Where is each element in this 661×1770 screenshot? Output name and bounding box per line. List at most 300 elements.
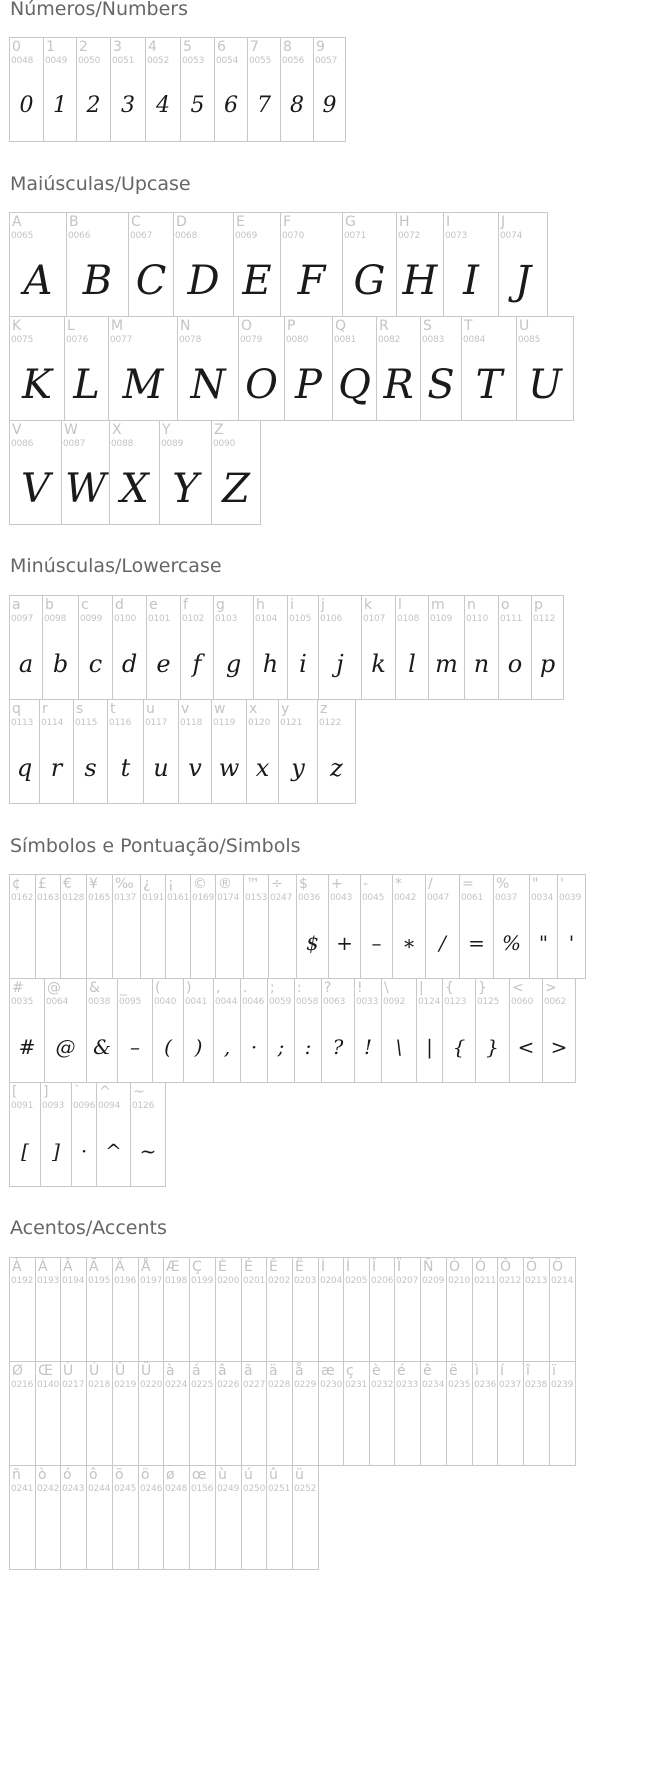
char-label: Ã [89,1259,99,1275]
glyph-cell [420,316,462,421]
char-label: - [363,876,369,892]
char-label: + [331,876,343,892]
char-label: ¢ [12,876,21,892]
char-code: 0232 [371,1380,394,1390]
section-title-acentos-accents: Acentos/Accents [10,1217,167,1239]
char-label: u [146,701,155,717]
glyph-cell [43,37,77,142]
char-label: E [236,214,245,230]
char-code: 0125 [477,997,500,1007]
glyph-cell [9,37,44,142]
char-code: 0226 [217,1380,240,1390]
glyph-cell [267,978,295,1083]
glyph-sample: r [50,754,63,782]
char-label: j [321,597,325,613]
glyph-sample: Q [338,362,371,408]
glyph-sample: w [218,754,240,782]
glyph-cell [138,1361,164,1466]
char-code: 0053 [182,56,205,66]
char-label: ù [218,1467,227,1483]
char-label: å [295,1363,304,1379]
char-code: 0086 [11,439,34,449]
glyph-cell [189,1465,216,1570]
char-code: 0038 [88,997,111,1007]
char-label: 6 [217,39,226,55]
char-label: A [12,214,22,230]
char-label: Û [115,1363,126,1379]
glyph-sample: & [93,1035,111,1059]
glyph-sample: W [64,466,107,512]
glyph-cell [542,978,576,1083]
char-code: 0043 [330,893,353,903]
char-label: I [446,214,451,230]
char-code: 0246 [140,1484,163,1494]
char-code: 0169 [192,893,215,903]
char-label: ò [38,1467,47,1483]
glyph-cell [173,212,234,317]
char-code: 0051 [112,56,135,66]
glyph-sample: A [23,258,53,304]
glyph-sample: : [304,1035,312,1059]
char-code: 0042 [394,893,417,903]
glyph-sample: q [16,754,33,782]
char-code: 0057 [315,56,338,66]
char-label: & [89,980,100,996]
char-label: " [532,876,539,892]
char-label: } [478,980,487,996]
glyph-cell [183,978,214,1083]
char-label: Ô [500,1259,512,1275]
char-code: 0216 [11,1380,34,1390]
char-code: 0229 [294,1380,317,1390]
glyph-sample: – [371,931,382,955]
char-label: ( [155,980,161,996]
glyph-sample: S [427,362,455,408]
glyph-sample: J [514,258,532,304]
char-label: Ì [321,1259,326,1275]
glyph-cell [296,874,329,979]
char-label: ‰ [115,876,134,892]
char-label: ® [218,876,232,892]
char-code: 0063 [323,997,346,1007]
glyph-sample: K [22,362,52,408]
char-code: 0210 [448,1276,471,1286]
glyph-cell [180,595,214,700]
char-code: 0088 [111,439,134,449]
char-label: ~ [133,1084,145,1100]
glyph-sample: n [473,650,490,678]
glyph-sample: – [130,1035,140,1059]
glyph-sample: Z [222,466,250,512]
char-code: 0196 [114,1276,137,1286]
glyph-sample: 2 [86,93,101,118]
char-code: 0119 [213,718,236,728]
char-code: 0118 [180,718,203,728]
glyph-cell [318,1257,344,1362]
char-code: 0219 [114,1380,137,1390]
glyph-sample: M [122,362,164,408]
glyph-cell [143,699,179,804]
char-code: 0204 [320,1276,343,1286]
glyph-cell [60,1257,87,1362]
char-label: Ç [192,1259,202,1275]
char-code: 0236 [474,1380,497,1390]
char-label: G [345,214,356,230]
char-code: 0117 [145,718,168,728]
char-code: 0193 [37,1276,60,1286]
char-label: ó [63,1467,72,1483]
glyph-sample: < [517,1035,535,1059]
glyph-cell [549,1361,576,1466]
char-code: 0109 [430,614,453,624]
char-code: 0101 [148,614,171,624]
char-code: 0195 [88,1276,111,1286]
glyph-sample: { [452,1035,466,1059]
char-code: 0156 [191,1484,214,1494]
char-code: 0153 [245,893,268,903]
char-label: # [12,980,24,996]
char-label: H [399,214,410,230]
char-label: ì [475,1363,479,1379]
char-label: T [464,318,473,334]
glyph-sample: % [501,931,521,955]
glyph-sample: 6 [224,93,238,118]
char-code: 0140 [37,1380,60,1390]
glyph-cell [472,1361,498,1466]
char-label: à [166,1363,175,1379]
glyph-cell [280,212,343,317]
char-code: 0244 [88,1484,111,1494]
char-label: É [244,1259,253,1275]
char-code: 0084 [463,335,486,345]
char-label: X [112,422,122,438]
glyph-sample: ) [194,1035,203,1059]
char-label: C [131,214,141,230]
char-label: Î [372,1259,377,1275]
glyph-sample: ! [363,1035,373,1059]
char-code: 0108 [397,614,420,624]
char-code: 0087 [63,439,86,449]
char-label: Ä [115,1259,125,1275]
char-code: 0113 [11,718,34,728]
char-code: 0245 [114,1484,137,1494]
glyph-cell [317,699,356,804]
char-code: 0055 [249,56,272,66]
glyph-sample: $ [306,931,319,955]
char-code: 0069 [235,231,258,241]
glyph-sample: e [156,650,171,678]
glyph-cell [394,1257,421,1362]
char-label: _ [120,980,127,996]
char-label: Ù [63,1363,74,1379]
char-label: / [428,876,433,892]
char-code: 0099 [80,614,103,624]
glyph-cell [240,978,268,1083]
glyph-cell [213,595,254,700]
char-code: 0241 [11,1484,34,1494]
char-label: D [176,214,187,230]
glyph-cell [112,1257,139,1362]
char-code: 0072 [398,231,421,241]
glyph-cell [60,874,87,979]
char-label: £ [38,876,47,892]
char-label: @ [47,980,61,996]
glyph-sample: 7 [257,93,271,118]
char-label: Ï [397,1259,402,1275]
char-label: ¿ [143,876,151,892]
glyph-cell [376,316,421,421]
char-label: ø [166,1467,175,1483]
char-code: 0217 [62,1380,85,1390]
char-label: w [214,701,226,717]
char-code: 0070 [282,231,305,241]
glyph-sample: 9 [322,93,337,118]
glyph-sample: B [82,258,113,304]
char-code: 0049 [45,56,68,66]
char-code: 0050 [78,56,101,66]
char-label: V [12,422,22,438]
glyph-sample: R [383,362,414,408]
char-label: Â [63,1259,73,1275]
char-code: 0048 [11,56,34,66]
char-code: 0202 [268,1276,291,1286]
char-code: 0106 [320,614,343,624]
glyph-cell [243,874,269,979]
glyph-cell [211,699,247,804]
glyph-sample: D [187,258,220,304]
char-code: 0248 [165,1484,188,1494]
char-label: f [183,597,188,613]
glyph-cell [343,1257,370,1362]
glyph-cell [9,1465,36,1570]
char-code: 0120 [248,718,271,728]
glyph-cell [394,1361,421,1466]
glyph-sample: ? [332,1035,344,1059]
char-label: o [501,597,510,613]
glyph-cell [475,978,510,1083]
char-code: 0212 [499,1276,522,1286]
glyph-sample: U [528,362,562,408]
char-code: 0079 [240,335,263,345]
glyph-cell [86,1361,113,1466]
glyph-sample: ( [164,1035,172,1059]
glyph-cell [146,595,181,700]
glyph-cell [163,1257,190,1362]
char-code: 0073 [445,231,468,241]
glyph-cell [109,420,160,525]
char-label: > [545,980,557,996]
char-label: r [42,701,48,717]
glyph-cell [107,699,144,804]
char-label: d [115,597,124,613]
glyph-cell [523,1257,550,1362]
glyph-cell [177,316,239,421]
char-label: P [287,318,296,334]
char-label: Å [141,1259,151,1275]
glyph-cell [354,978,382,1083]
char-code: 0225 [191,1380,214,1390]
glyph-cell [86,874,113,979]
char-code: 0074 [500,231,523,241]
char-label: ? [324,980,332,996]
char-label: Õ [526,1259,538,1275]
char-label: ! [357,980,363,996]
glyph-cell [112,595,147,700]
char-code: 0061 [461,893,484,903]
char-label: ü [295,1467,304,1483]
char-label: R [379,318,389,334]
char-code: 0046 [242,997,265,1007]
char-label: F [283,214,292,230]
glyph-cell [9,874,36,979]
char-label: ÷ [271,876,283,892]
char-label: ë [449,1363,458,1379]
glyph-cell [493,874,530,979]
glyph-sample: f [192,650,202,678]
glyph-cell [313,37,346,142]
char-label: a [12,597,21,613]
char-code: 0054 [216,56,239,66]
char-code: 0035 [11,997,34,1007]
glyph-sample: ~ [139,1139,157,1163]
glyph-cell [152,978,184,1083]
glyph-sample: x [255,754,270,782]
char-label: ê [423,1363,432,1379]
glyph-cell [159,420,212,525]
char-label: O [241,318,253,334]
glyph-sample: T [475,362,503,408]
char-label: % [496,876,510,892]
char-label: m [431,597,445,613]
glyph-cell [180,37,215,142]
char-code: 0251 [268,1484,291,1494]
glyph-sample: s [84,754,97,782]
char-label: z [320,701,328,717]
glyph-sample: [ [21,1139,29,1163]
glyph-cell [253,595,288,700]
char-label: Ñ [423,1259,434,1275]
char-label: ¥ [89,876,98,892]
glyph-sample: G [353,258,386,304]
char-label: U [519,318,530,334]
glyph-cell [549,1257,576,1362]
glyph-cell [61,420,110,525]
char-label: ^ [99,1084,111,1100]
char-code: 0218 [88,1380,111,1390]
glyph-sample: I [463,258,479,304]
glyph-cell [60,1465,87,1570]
char-code: 0104 [255,614,278,624]
glyph-sample: y [291,754,305,782]
char-label: ä [269,1363,278,1379]
char-label: 9 [316,39,325,55]
glyph-cell [294,978,322,1083]
glyph-sample: } [486,1035,499,1059]
char-code: 0114 [41,718,64,728]
char-code: 0137 [114,893,137,903]
char-code: 0214 [551,1276,574,1286]
glyph-cell [9,1361,36,1466]
glyph-sample: " [538,931,549,955]
char-label: | [419,980,424,996]
char-label: ö [141,1467,150,1483]
char-label: ñ [12,1467,21,1483]
glyph-sample: o [507,650,523,678]
char-label: L [67,318,75,334]
glyph-cell [215,1361,242,1466]
char-label: © [193,876,207,892]
char-label: N [180,318,191,334]
char-label: = [462,876,474,892]
glyph-cell [464,595,499,700]
char-code: 0036 [298,893,321,903]
char-code: 0107 [363,614,386,624]
char-code: 0123 [444,997,467,1007]
char-code: 0068 [175,231,198,241]
char-code: 0224 [165,1380,188,1390]
char-label: ] [43,1084,49,1100]
char-label: 7 [250,39,259,55]
char-code: 0095 [119,997,142,1007]
glyph-sample: E [242,258,272,304]
glyph-cell [117,978,153,1083]
glyph-cell [318,595,362,700]
glyph-cell [86,1465,113,1570]
char-code: 0062 [544,997,567,1007]
char-label: À [12,1259,22,1275]
glyph-cell [9,1082,41,1187]
glyph-cell [318,1361,344,1466]
glyph-cell [280,37,314,142]
char-code: 0200 [217,1276,240,1286]
char-code: 0238 [525,1380,548,1390]
char-label: í [500,1363,504,1379]
glyph-cell [266,1465,293,1570]
glyph-cell [529,874,558,979]
glyph-cell [76,37,111,142]
char-code: 0207 [396,1276,419,1286]
char-code: 0206 [371,1276,394,1286]
glyph-sample: i [299,650,307,678]
char-code: 0040 [154,997,177,1007]
glyph-cell [369,1257,395,1362]
char-code: 0128 [62,893,85,903]
glyph-cell [509,978,543,1083]
glyph-cell [35,1465,61,1570]
glyph-cell [39,699,74,804]
glyph-cell [381,978,417,1083]
char-code: 0191 [142,893,165,903]
char-code: 0124 [418,997,441,1007]
glyph-cell [246,699,279,804]
char-label: ™ [246,876,260,892]
glyph-cell [96,1082,131,1187]
glyph-cell [241,1257,267,1362]
glyph-sample: H [402,258,438,304]
char-code: 0163 [37,893,60,903]
glyph-sample: / [439,931,446,955]
glyph-sample: ∗ [402,931,416,955]
glyph-cell [369,1361,395,1466]
glyph-cell [292,1361,319,1466]
char-code: 0243 [62,1484,85,1494]
char-code: 0056 [282,56,305,66]
char-label: x [249,701,258,717]
glyph-sample: j [336,650,344,678]
glyph-sample: l [408,650,416,678]
glyph-sample: | [426,1035,433,1059]
glyph-sample: O [245,362,278,408]
